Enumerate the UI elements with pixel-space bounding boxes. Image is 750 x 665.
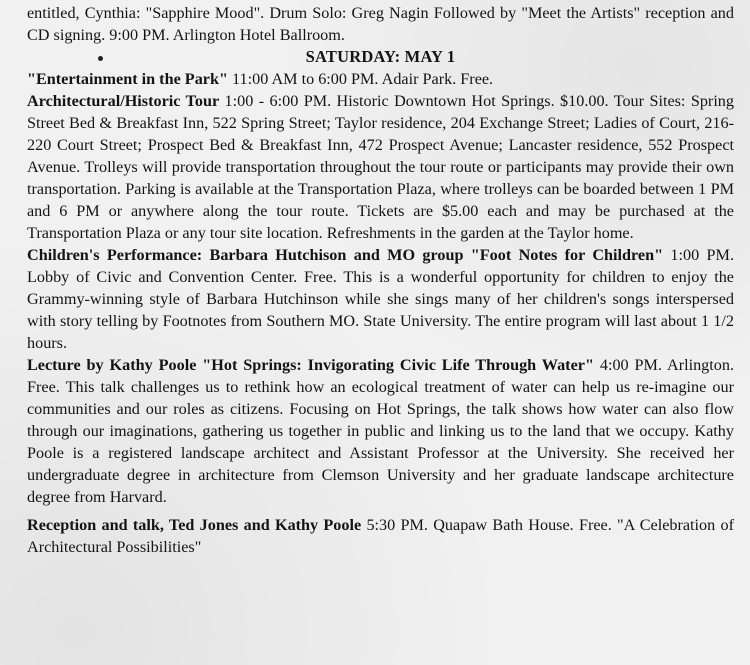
event-body: 11:00 AM to 6:00 PM. Adair Park. Free.	[227, 70, 494, 88]
event-title: Lecture by Kathy Poole "Hot Springs: Invigorating Civic Life Through Water"	[27, 356, 594, 374]
event-body: 1:00 - 6:00 PM. Historic Downtown Hot Springs. $10.00. Tour Sites: Spring Street Bed & Breakfast Inn, 522 Spring Street; Taylor residence, 204 Exchange Street; Ladies of Court, 216-220 Court Street; Prospect Bed & Breakfast Inn, 472 Prospect Avenue; Lancaster residence, 552 Prospect Avenue. Trolleys will provide transportation throughout the tour route or participants may provide their own transportation. Parking is available at the Transportation Plaza, where trolleys can be boarded between 1 PM and 6 PM or anywhere along the tour route. Tickets are $5.00 each and may be purchased at the Transportation Plaza or any tour site location. Refreshments in the garden at the Taylor home.	[27, 92, 734, 242]
event-title: Children's Performance: Barbara Hutchison and MO group "Foot Notes for Children"	[27, 246, 664, 264]
event-reception-talk	[27, 514, 734, 558]
event-title: Architectural/Historic Tour	[27, 92, 220, 110]
day-heading: SATURDAY: MAY 1	[305, 47, 456, 66]
intro-paragraph: entitled, Cynthia: "Sapphire Mood". Drum Solo: Greg Nagin Followed by "Meet the Artists" reception and CD signing. 9:00 PM. Arlington Hotel Ballroom.	[27, 4, 734, 44]
event-title: "Entertainment in the Park"	[27, 70, 228, 88]
event-lecture-kathy-poole	[27, 354, 734, 508]
event-body: 5:30 PM. Quapaw Bath House. Free. "A Celebration of Architectural Possibilities"	[27, 516, 734, 556]
event-architectural-tour	[27, 90, 734, 244]
ink-dot	[98, 56, 103, 61]
event-body: 1:00 PM. Lobby of Civic and Convention Center. Free. This is a wonderful opportunity for children to enjoy the Grammy-winning style of Barbara Hutchinson while she sings many of her children's songs interspersed with story telling by Footnotes from Southern MO. State University. The entire program will last about 1 1/2 hours.	[27, 246, 734, 352]
event-childrens-performance	[27, 244, 734, 354]
event-entertainment-park	[27, 68, 734, 90]
event-title: Reception and talk, Ted Jones and Kathy Poole	[27, 516, 362, 534]
event-body: 4:00 PM. Arlington. Free. This talk challenges us to rethink how an ecological treatment of water can help us re-imagine our communities and our roles as citizens. Focusing on Hot Springs, the talk shows how water can also flow through our imaginations, gathering us together in public and linking us to the land that we occupy. Kathy Poole is a registered landscape architect and Assistant Professor at the University. She received her undergraduate degree in architecture from Clemson University and her graduate landscape architecture degree from Harvard.	[27, 356, 734, 506]
